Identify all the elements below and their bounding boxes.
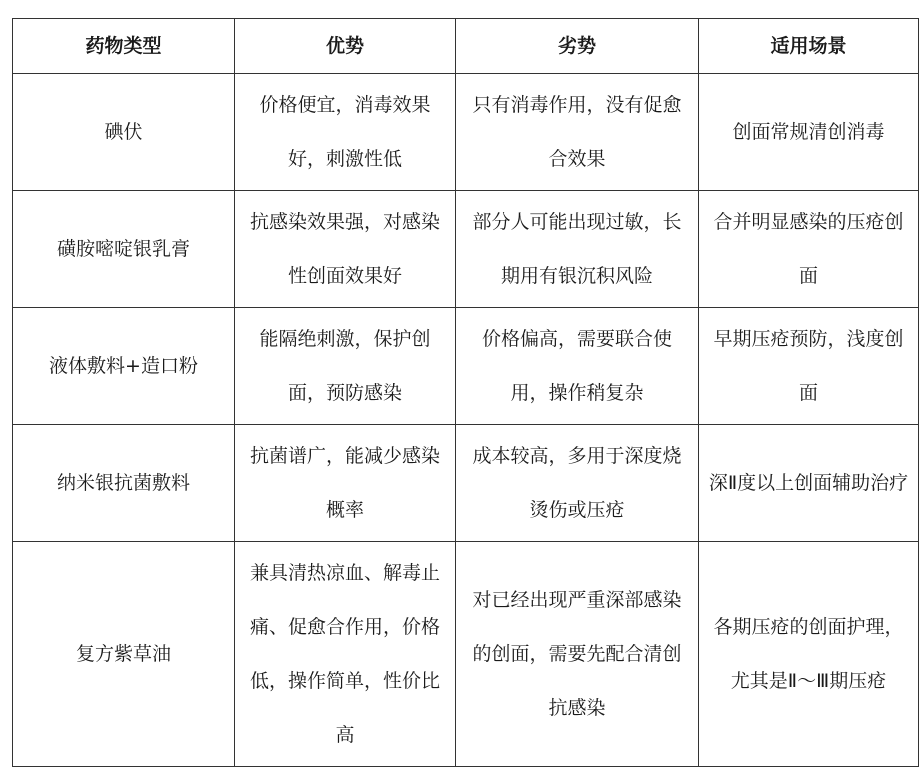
cell-advantage: 能隔绝刺激，保护创面，预防感染	[235, 308, 456, 425]
cell-scenario: 创面常规清创消毒	[699, 74, 919, 191]
cell-scenario: 合并明显感染的压疮创面	[699, 191, 919, 308]
cell-drug-type: 纳米银抗菌敷料	[13, 425, 235, 542]
table-row	[13, 308, 919, 425]
table-row	[13, 542, 919, 767]
cell-scenario: 各期压疮的创面护理，尤其是Ⅱ～Ⅲ期压疮	[699, 542, 919, 767]
header-disadvantage: 劣势	[456, 19, 699, 74]
cell-drug-type: 碘伏	[13, 74, 235, 191]
header-advantage: 优势	[235, 19, 456, 74]
cell-disadvantage: 只有消毒作用，没有促愈合效果	[456, 74, 699, 191]
cell-advantage: 抗感染效果强，对感染性创面效果好	[235, 191, 456, 308]
table-row	[13, 425, 919, 542]
cell-disadvantage: 价格偏高，需要联合使用，操作稍复杂	[456, 308, 699, 425]
cell-advantage: 价格便宜，消毒效果好，刺激性低	[235, 74, 456, 191]
cell-drug-type: 复方紫草油	[13, 542, 235, 767]
cell-drug-type: 液体敷料+造口粉	[13, 308, 235, 425]
table-header-row	[13, 19, 919, 74]
drug-comparison-table	[12, 18, 919, 767]
cell-scenario: 深Ⅱ度以上创面辅助治疗	[699, 425, 919, 542]
cell-advantage: 兼具清热凉血、解毒止痛、促愈合作用，价格低，操作简单，性价比高	[235, 542, 456, 767]
cell-scenario: 早期压疮预防，浅度创面	[699, 308, 919, 425]
cell-disadvantage: 对已经出现严重深部感染的创面，需要先配合清创抗感染	[456, 542, 699, 767]
cell-disadvantage: 成本较高，多用于深度烧烫伤或压疮	[456, 425, 699, 542]
cell-drug-type: 磺胺嘧啶银乳膏	[13, 191, 235, 308]
cell-advantage: 抗菌谱广，能减少感染概率	[235, 425, 456, 542]
header-scenario: 适用场景	[699, 19, 919, 74]
table-row	[13, 74, 919, 191]
header-drug-type: 药物类型	[13, 19, 235, 74]
cell-disadvantage: 部分人可能出现过敏，长期用有银沉积风险	[456, 191, 699, 308]
table-row	[13, 191, 919, 308]
